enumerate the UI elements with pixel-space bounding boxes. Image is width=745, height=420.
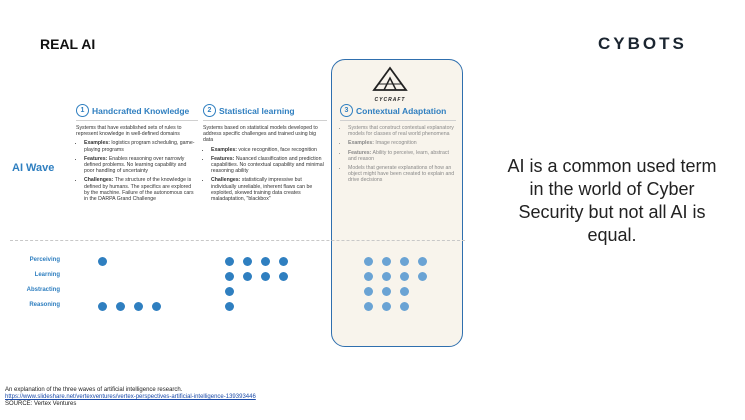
wave-number-badge: 3 — [340, 104, 353, 117]
row-label-perceiving: Perceiving — [29, 257, 60, 263]
bullet-item: • Features: Enables reasoning over narrowly defined problems. No learning capability and poor handling of uncertainty — [84, 156, 198, 175]
bullet-item: • Features: Nuanced classification and prediction capabilities. No contextual capability and minimal reasoning ability — [211, 156, 327, 175]
capability-dot — [243, 272, 252, 281]
capability-dot — [418, 257, 427, 266]
caption — [5, 387, 256, 408]
capability-dot — [382, 257, 391, 266]
capability-dot — [225, 257, 234, 266]
column-intro: Systems that have established sets of rules to represent knowledge in well-defined domains — [76, 125, 182, 138]
ai-wave-label: AI Wave — [12, 162, 55, 174]
main-statement: AI is a common used term in the world of Cyber Security but not all AI is equal. — [507, 156, 717, 245]
capability-dot — [225, 287, 234, 296]
bullet-item: • Models that generate explanations of how an object might have been created to explain and drive decisions — [348, 165, 456, 184]
bullet-item: • Challenges: statistically impressive but individually unreliable, inherent flaws can be exploited, skewed training data creates maladaptation, "blackbox" — [211, 177, 327, 202]
capability-dot — [134, 302, 143, 311]
column-heading-text: Statistical learning — [219, 105, 295, 116]
wave-number-badge: 1 — [76, 104, 89, 117]
column-heading-text: Contextual Adaptation — [356, 105, 447, 116]
bullet-item: • Examples: voice recognition, face recognition — [211, 147, 327, 153]
bullet-item: • Challenges: The structure of the knowledge is defined by humans. The specifics are explored by the machine. Failure of the autonomous cars in the DARPA Grand Challenge — [84, 177, 198, 202]
logo-text: CYBOTS — [598, 34, 687, 53]
bullet-item: • Features: Ability to perceive, learn, abstract and reason — [348, 150, 456, 162]
capability-dot — [225, 272, 234, 281]
capability-dot — [279, 272, 288, 281]
capability-dot — [225, 302, 234, 311]
capability-dot — [400, 287, 409, 296]
capability-dot — [418, 272, 427, 281]
capability-dot — [400, 302, 409, 311]
capability-dot — [243, 257, 252, 266]
column-heading-text: Handcrafted Knowledge — [92, 105, 190, 116]
capability-dot — [382, 272, 391, 281]
row-label-reasoning: Reasoning — [29, 302, 60, 308]
capability-dot — [364, 272, 373, 281]
column-intro: • Systems that construct contextual explanatory models for classes of real world phenomena — [348, 125, 456, 137]
capability-dot — [98, 257, 107, 266]
wave-number-badge: 2 — [203, 104, 216, 117]
capability-dot — [279, 257, 288, 266]
bullet-item: • Examples: logistics program scheduling, game-playing programs — [84, 140, 198, 152]
capability-dot — [382, 287, 391, 296]
capability-dot — [382, 302, 391, 311]
capability-dot — [400, 257, 409, 266]
capability-dot — [364, 287, 373, 296]
capability-dot — [400, 272, 409, 281]
caption-source: SOURCE: Vertex Ventures — [5, 401, 77, 407]
slide-title: REAL AI — [40, 36, 96, 52]
cycraft-logo-text: CYCRAFT — [374, 97, 406, 103]
capability-dot — [364, 257, 373, 266]
row-label-learning: Learning — [34, 272, 60, 278]
capability-dot — [98, 302, 107, 311]
capability-dot — [261, 257, 270, 266]
capability-dot — [152, 302, 161, 311]
caption-text: An explanation of the three waves of artificial intelligence research. — [5, 387, 183, 393]
column-intro: Systems based on statistical models developed to address specific challenges and trained using big data — [203, 125, 318, 144]
row-label-abstracting: Abstracting — [26, 287, 60, 293]
capability-dot — [364, 302, 373, 311]
source-link[interactable]: https://www.slideshare.net/vertexventures/vertex-perspectives-artificial-intelligence-139393446 — [5, 394, 256, 400]
bullet-item: • Examples: Image recognition — [348, 140, 456, 146]
capability-dot — [261, 272, 270, 281]
capability-dot — [116, 302, 125, 311]
